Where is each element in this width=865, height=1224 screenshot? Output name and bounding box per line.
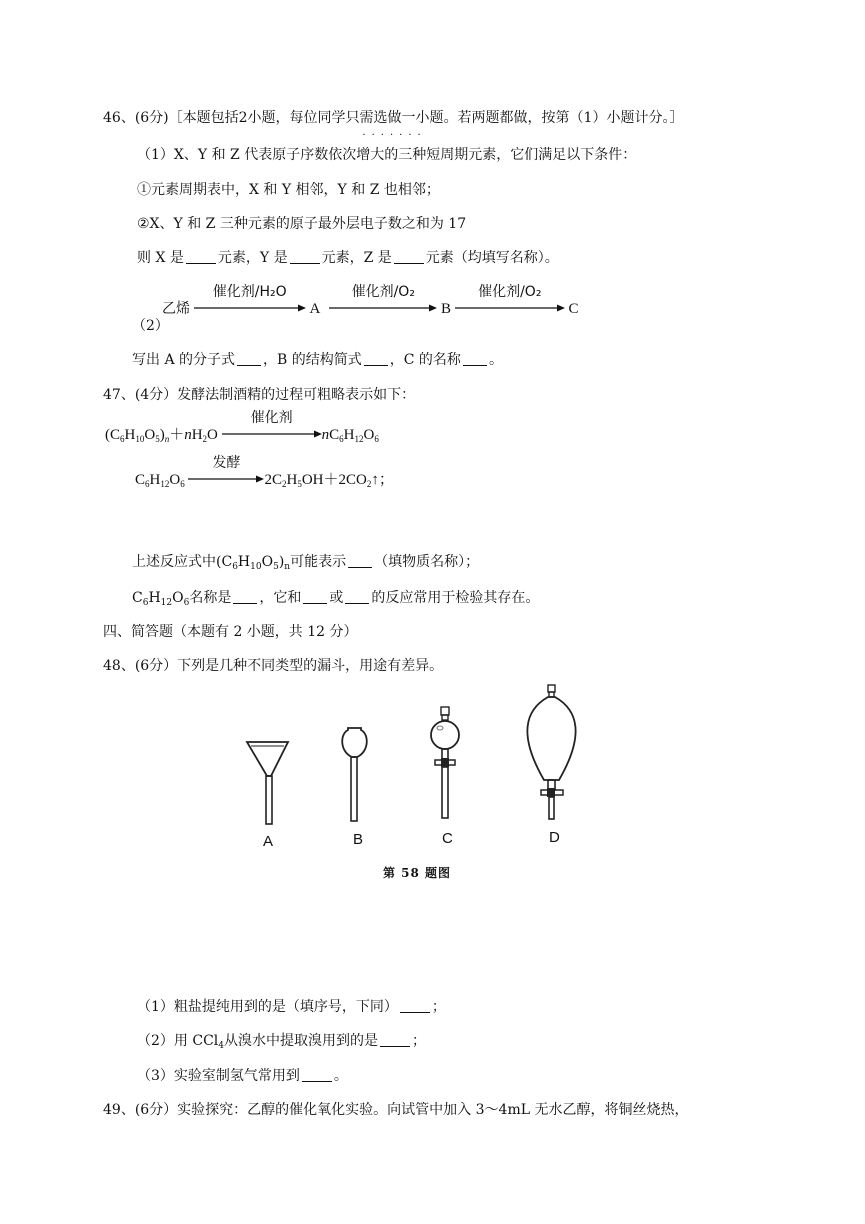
- q46-header: 46、(6分)［本题包括2小题，每位同学只需选做一小题 ······· 。若两题都做，按第（1）小题计分。］: [103, 110, 684, 141]
- arrow-3: 催化剂/O₂: [455, 301, 565, 318]
- funnel-a-icon: [247, 742, 288, 824]
- section-4-heading: 四、简答题（本题有 2 小题，共 12 分）: [103, 624, 358, 640]
- q48-sub-1: （1）粗盐提纯用到的是（填序号，下同） ；: [137, 999, 446, 1015]
- funnel-b-icon: [342, 728, 367, 821]
- arrow-1: 催化剂/H₂O: [194, 301, 306, 318]
- rx2-arrow: 发酵: [188, 472, 264, 489]
- q46-reaction-chain: 乙烯 催化剂/H₂O A 催化剂/O₂ B 催化剂/O₂ C: [162, 284, 579, 317]
- rx1-arrow-icon: [222, 429, 322, 439]
- q48-sub-2: （2）用 CCl$_4$从溴水中提取溴用到的是 ；: [137, 1033, 426, 1051]
- q47-question-1: 上述反应式中$(C_6H_{10}O_5)_n$可能表示 （填物质名称）；: [132, 554, 480, 572]
- blank-48-3[interactable]: [302, 1067, 332, 1082]
- blank-y[interactable]: [290, 249, 320, 264]
- rx2-arrow-icon: [188, 474, 264, 484]
- q49-text: 49、(6分）实验探究：乙醇的催化氧化实验。向试管中加入 3～4mL 无水乙醇，将铜丝烧热，: [103, 1102, 689, 1118]
- q48-header: 48、(6分）下列是几种不同类型的漏斗，用途有差异。: [103, 658, 444, 674]
- blank-48-2[interactable]: [380, 1032, 410, 1047]
- q48-sub-3: （3）实验室制氢气常用到 。: [137, 1068, 348, 1084]
- q47-reaction-2: $C_6H_{12}O_6$ 发酵 $2C_2H_5OH+2CO_2↑$；: [135, 455, 394, 489]
- funnel-c-icon: [431, 707, 459, 818]
- arrow-2-icon: [329, 303, 437, 313]
- funnel-label-a: A: [263, 833, 274, 850]
- rx1-arrow: 催化剂: [222, 427, 322, 444]
- figure-caption: 第 58 题图: [383, 866, 452, 880]
- arrow-1-icon: [194, 303, 306, 313]
- q46-condition-1: ①元素周期表中，X 和 Y 相邻，Y 和 Z 也相邻；: [137, 182, 440, 198]
- q47-question-2: $C_6H_{12}O_6$名称是 ，它和 或 的反应常用于检验其存在。: [132, 590, 540, 608]
- arrow-2: 催化剂/O₂: [329, 301, 437, 318]
- funnels-figure: [230, 680, 610, 840]
- blank-a-formula[interactable]: [237, 351, 261, 366]
- funnel-d-icon: [527, 685, 575, 819]
- blank-reagent-1[interactable]: [303, 589, 327, 604]
- blank-b-structure[interactable]: [364, 351, 388, 366]
- blank-c-name[interactable]: [463, 351, 487, 366]
- blank-glucose-name[interactable]: [233, 589, 257, 604]
- q46-condition-2: ②X、Y 和 Z 三种元素的原子最外层电子数之和为 17: [137, 216, 467, 232]
- blank-x[interactable]: [186, 249, 216, 264]
- blank-reagent-2[interactable]: [345, 589, 369, 604]
- blank-polysaccharide[interactable]: [348, 553, 372, 568]
- blank-z[interactable]: [394, 249, 424, 264]
- q46-part1: （1）X、Y 和 Z 代表原子序数依次增大的三种短周期元素，它们满足以下条件：: [137, 147, 637, 163]
- q46-fill-line: 则 X 是 元素，Y 是 元素，Z 是 元素（均填写名称）。: [137, 250, 559, 266]
- q46-part2-question: 写出 A 的分子式 ，B 的结构简式 ，C 的名称 。: [132, 352, 503, 368]
- funnel-label-b: B: [353, 831, 364, 848]
- arrow-3-icon: [455, 303, 565, 313]
- blank-48-1[interactable]: [400, 998, 430, 1013]
- q47-reaction-1: $(C_6H_{10}O_5)_n+nH_2O$ 催化剂 $nC_6H_{12}O_6$: [105, 410, 379, 444]
- q46-emphasis: 只需选做一小题 ·······: [345, 110, 444, 141]
- funnel-label-d: D: [549, 829, 560, 846]
- q47-header: 47、(4分）发酵法制酒精的过程可粗略表示如下：: [103, 387, 416, 403]
- q46-part2-label: （2）: [132, 318, 169, 334]
- funnel-label-c: C: [442, 830, 453, 847]
